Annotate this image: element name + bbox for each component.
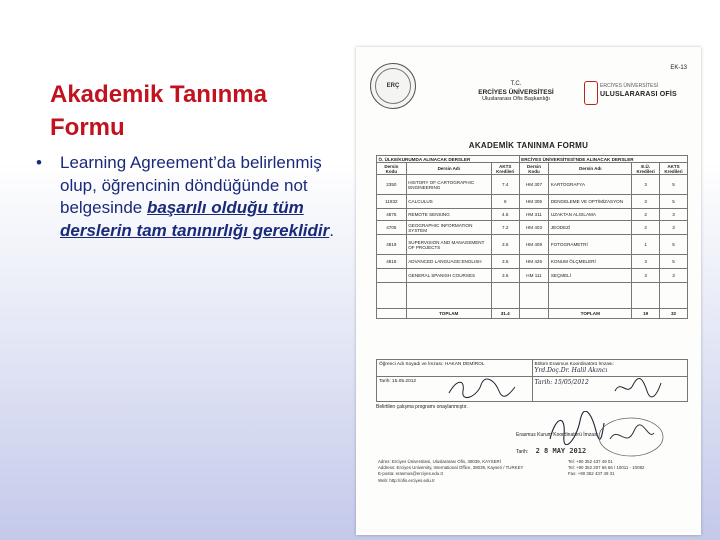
bullet-emphasis: başarılı olduğu tüm derslerin tam tanınırlığı gereklidir <box>60 198 330 240</box>
cell-akts1: 4.6 <box>491 209 519 221</box>
bullet-dot-icon: • <box>36 153 42 172</box>
footer-contact <box>568 459 688 478</box>
cell-eu: 3 <box>632 269 660 283</box>
cell-code2: HM 409 <box>519 235 549 255</box>
cell-code2: HM 403 <box>519 221 549 235</box>
cell-akts2: 3 <box>660 269 688 283</box>
logo-line1: ERCİYES ÜNİVERSİTESİ <box>600 83 659 89</box>
stamp-date: 2 8 MAY 2012 <box>535 447 587 455</box>
seal-center <box>375 68 411 104</box>
cell-eu: 1 <box>632 235 660 255</box>
cell-name2: JEODEZİ <box>549 221 632 235</box>
cell-name1: HISTORY OF CARTOGRAPHIC ENGINEERING <box>406 175 491 195</box>
university-seal-icon <box>370 63 416 109</box>
cell-eu: 3 <box>632 255 660 269</box>
coordinator-signature-icon <box>613 377 663 399</box>
cell-eu: 2 <box>632 209 660 221</box>
table-row <box>377 195 688 209</box>
stamp-date-block <box>516 447 586 455</box>
cell-akts2: 5 <box>660 175 688 195</box>
total-akts: 32 <box>660 309 688 319</box>
student-date: Tarih: 15.05.2012 <box>379 379 417 384</box>
cell-eu: 2 <box>632 221 660 235</box>
cell-akts1: 6 <box>491 195 519 209</box>
bullet-list <box>34 152 334 242</box>
cell-name1: SUPERVISION AND MANAGEMENT OF PROJECTS <box>406 235 491 255</box>
header-university: ERCİYES ÜNİVERSİTESİ <box>478 88 554 96</box>
cell-akts1: 3.6 <box>491 235 519 255</box>
table-row-empty <box>377 283 688 309</box>
cell-name1: ADVANCED LANGUAGE:ENGLISH <box>406 255 491 269</box>
cell-name1: CALCULUS <box>406 195 491 209</box>
header-tc: T.C. <box>510 81 522 87</box>
bullet-end: . <box>329 220 334 240</box>
table-row <box>377 221 688 235</box>
cell-akts1: 7.2 <box>491 221 519 235</box>
slide-title: Akademik Tanınma Formu <box>50 81 267 141</box>
col-header: AKTS Kredileri <box>491 163 519 175</box>
cell-code2: HM 307 <box>519 175 549 195</box>
total-label-left: TOPLAM <box>406 309 491 319</box>
document-header <box>466 81 566 104</box>
footer-line: Tel: +90 352 437 49 01 <box>568 459 613 464</box>
cell-code2: HM 425 <box>519 255 549 269</box>
institution-coordinator-label: Erasmus Kurum Koordinatörü İmzası <box>516 432 598 438</box>
office-logo <box>584 77 684 111</box>
table-row <box>377 255 688 269</box>
cell-akts1: 3.6 <box>491 255 519 269</box>
table-total-row <box>377 309 688 319</box>
footer-line: E-posta: erasmus@erciyes.edu.tr <box>378 471 444 477</box>
cell-name2: DENGELEME VE OPTİMİZASYON <box>549 195 632 209</box>
scanned-form-document <box>356 47 701 535</box>
col-header: E.Ü. Kredileri <box>632 163 660 175</box>
cell-code2: HM 305 <box>519 195 549 209</box>
cell-akts2: 3 <box>660 221 688 235</box>
cell-name2: SEÇMELİ <box>549 269 632 283</box>
signature-area <box>376 359 688 402</box>
approval-statement: Belirtilen çalışma programı onaylanmıştır. <box>376 404 468 410</box>
cell-code1: 4705 <box>377 221 407 235</box>
stamp-date-label: Tarih: <box>516 449 529 455</box>
table-row <box>377 175 688 195</box>
cell-code1 <box>377 269 407 283</box>
col-header: Dersin Adı <box>406 163 491 175</box>
cell-name2: KARTOGRAFYA <box>549 175 632 195</box>
coordinator-label: Bölüm Erasmus Koordinatörü İmzası: <box>534 362 614 367</box>
table-row <box>377 209 688 221</box>
seal-text: ERÇ <box>386 83 400 89</box>
table-row <box>377 235 688 255</box>
signature-dates <box>376 377 688 402</box>
cell-code1: 4819 <box>377 235 407 255</box>
cell-eu: 3 <box>632 175 660 195</box>
table-header-row <box>377 163 688 175</box>
cell-akts2: 5 <box>660 255 688 269</box>
total-label-right: TOPLAM <box>549 309 632 319</box>
section-right-heading: ERCİYES ÜNİVERSİTESİ'NDE ALINACAK DERSLER <box>519 156 687 163</box>
cell-name2: KONUM ÖLÇMELERİ <box>549 255 632 269</box>
footer-line: Tel: +90 352 207 66 66 / 10011 - 10082 <box>568 465 645 471</box>
official-stamp-icon <box>596 415 666 459</box>
signature-labels <box>376 359 688 377</box>
footer-address <box>378 459 578 484</box>
col-header: Dersin Adı <box>549 163 632 175</box>
total-left: 31.4 <box>491 309 519 319</box>
cell-code1: 2350 <box>377 175 407 195</box>
logo-line2: ULUSLARARASI OFİS <box>600 91 677 98</box>
bullet-item <box>34 152 334 242</box>
cell-name1: GEOGRAPHIC INFORMATION SYSTEM <box>406 221 491 235</box>
footer-line: Web: http://ofis.erciyes.edu.tr <box>378 477 435 483</box>
cell-code2: HM 111 <box>519 269 549 283</box>
coordinator-signature-text: Yrd.Doç.Dr. Halil Akıncı <box>534 367 608 374</box>
course-table <box>376 155 688 319</box>
coordinator-block <box>532 360 688 376</box>
coordinator-date-cell <box>532 377 688 401</box>
col-header: Dersin Kodu <box>377 163 407 175</box>
student-date-cell <box>377 377 532 401</box>
footer-line: Fax: +90 352 437 49 31 <box>568 471 615 477</box>
cell-name1: GENERAL SPANISH COURSES <box>406 269 491 283</box>
cell-code1: 4818 <box>377 255 407 269</box>
cell-name2: UZAKTAN ALGILAMA <box>549 209 632 221</box>
col-header: AKTS Kredileri <box>660 163 688 175</box>
total-eu: 19 <box>632 309 660 319</box>
section-left-heading: Ö. ÜLKE/KURUMDA ALINACAK DERSLER <box>377 156 520 163</box>
header-office: Uluslararası Ofis Başkanlığı <box>482 96 550 102</box>
cell-name1: REMOTE SENSING <box>406 209 491 221</box>
office-logo-icon <box>584 81 598 105</box>
col-header: Dersin Kodu <box>519 163 549 175</box>
cell-code1: 11832 <box>377 195 407 209</box>
cell-eu: 3 <box>632 195 660 209</box>
coordinator-date: Tarih: 15/05/2012 <box>534 379 589 386</box>
cell-code1: 4875 <box>377 209 407 221</box>
form-title: AKADEMİK TANINMA FORMU <box>468 141 589 150</box>
cell-akts1: 7.4 <box>491 175 519 195</box>
cell-akts1: 3.6 <box>491 269 519 283</box>
footer-line: Address: Erciyes University, International Office, 38039, Kayseri / TURKEY <box>378 465 524 471</box>
cell-code2: HM 311 <box>519 209 549 221</box>
cell-akts2: 5 <box>660 235 688 255</box>
student-label: Öğrenci Adı Soyadı ve İmzası: HAKAN DEMİROL <box>379 362 485 367</box>
cell-name2: FOTOGRAMETRİ <box>549 235 632 255</box>
table-row <box>377 269 688 283</box>
cell-akts2: 5 <box>660 195 688 209</box>
form-number: EK-13 <box>670 65 687 71</box>
student-signature-icon <box>447 377 517 399</box>
cell-akts2: 3 <box>660 209 688 221</box>
bullet-text: Learning Agreement’da belirlenmiş olup, öğrencinin döndüğünde not belgesinde <box>60 153 322 217</box>
footer-line: Adres: Erciyes Üniversitesi, Uluslararası Ofis, 38039, KAYSERİ <box>378 459 501 464</box>
